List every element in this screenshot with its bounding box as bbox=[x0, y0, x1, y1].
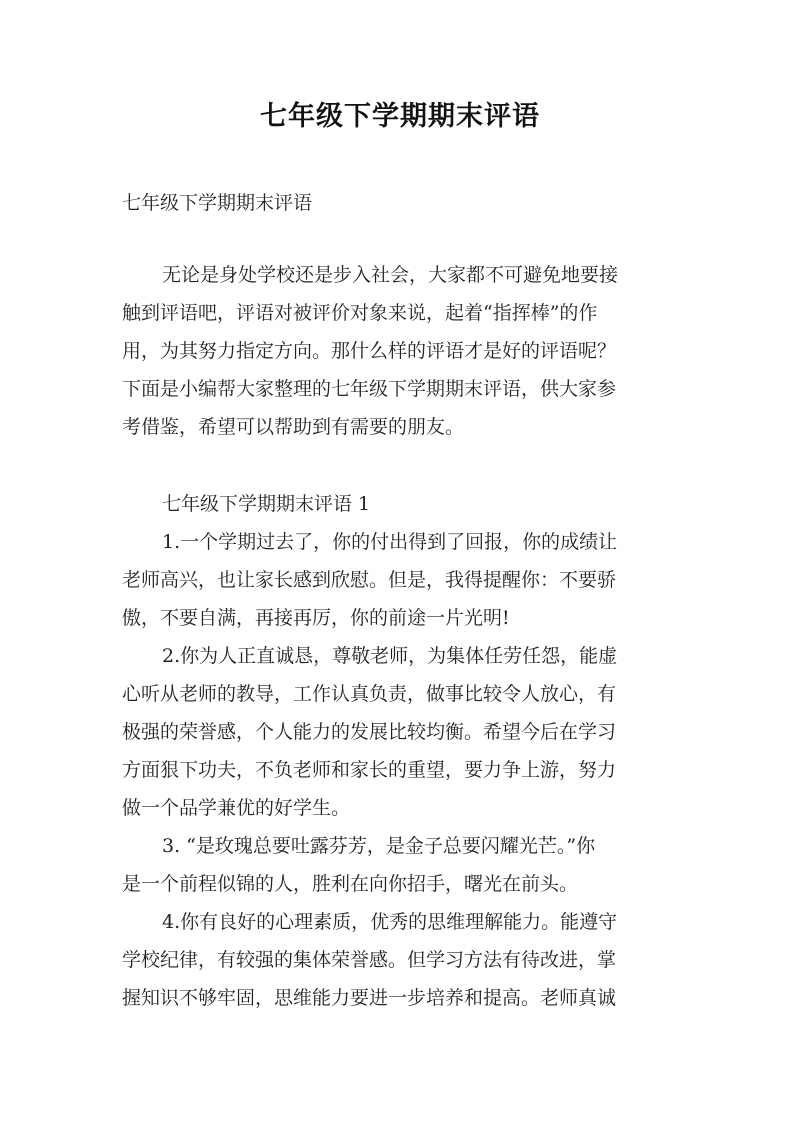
intro-line: 无论是身处学校还是步入社会，大家都不可避免地要接 bbox=[162, 264, 619, 286]
comment-line: 是一个前程似锦的人，胜利在向你招手，曙光在前头。 bbox=[122, 873, 579, 895]
comment-line: 学校纪律，有较强的集体荣誉感。但学习方法有待改进，掌 bbox=[122, 949, 617, 971]
comment-line: 心听从老师的教导，工作认真负责，做事比较令人放心，有 bbox=[122, 683, 617, 705]
comment-line: 老师高兴，也让家长感到欣慰。但是，我得提醒你：不要骄 bbox=[122, 569, 617, 591]
intro-line: 下面是小编帮大家整理的七年级下学期期末评语，供大家参 bbox=[122, 378, 617, 400]
comment-line: 1.一个学期过去了，你的付出得到了回报，你的成绩让 bbox=[162, 531, 618, 553]
comment-line: 傲，不要自满，再接再厉，你的前途一片光明! bbox=[122, 607, 510, 629]
comment-line: 做一个品学兼优的好学生。 bbox=[122, 797, 351, 819]
comment-line: 3. “是玫瑰总要吐露芬芳，是金子总要闪耀光芒。”你 bbox=[162, 835, 596, 857]
section-heading: 七年级下学期期末评语 1 bbox=[162, 493, 371, 515]
comment-line: 握知识不够牢固，思维能力要进一步培养和提高。老师真诚 bbox=[122, 987, 617, 1009]
comment-line: 极强的荣誉感，个人能力的发展比较均衡。希望今后在学习 bbox=[122, 721, 617, 743]
page-title: 七年级下学期期末评语 bbox=[260, 101, 540, 132]
intro-line: 用，为其努力指定方向。那什么样的评语才是好的评语呢？ bbox=[122, 340, 617, 362]
comment-line: 方面狠下功夫，不负老师和家长的重望，要力争上游，努力 bbox=[122, 759, 617, 781]
comment-line: 2.你为人正直诚恳，尊敬老师，为集体任劳任怨，能虚 bbox=[162, 645, 618, 667]
comments-section bbox=[122, 485, 687, 1017]
intro-line: 考借鉴，希望可以帮助到有需要的朋友。 bbox=[122, 416, 465, 438]
comment-line: 4.你有良好的心理素质，优秀的思维理解能力。能遵守 bbox=[162, 911, 618, 933]
intro-paragraph bbox=[122, 256, 687, 446]
intro-line: 触到评语吧，评语对被评价对象来说，起着“指挥棒”的作 bbox=[122, 302, 598, 324]
document-subtitle: 七年级下学期期末评语 bbox=[122, 192, 313, 214]
